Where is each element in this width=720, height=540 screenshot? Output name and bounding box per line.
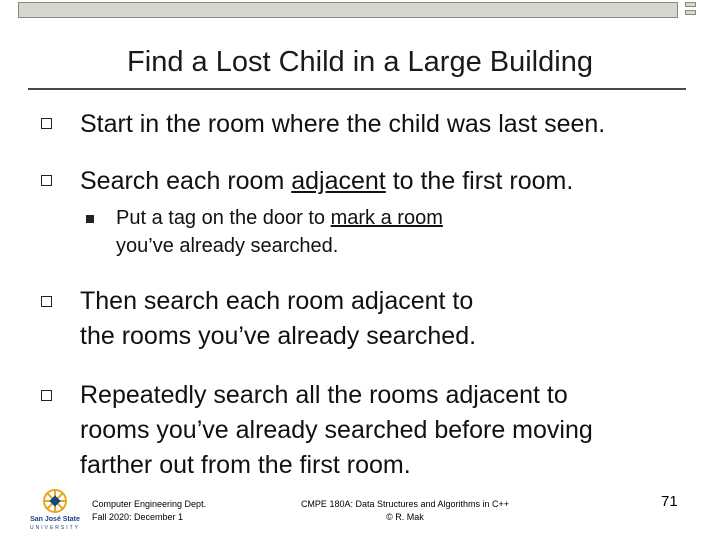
header-bar: [18, 2, 678, 18]
title-underline: [28, 88, 686, 90]
bullet-box-icon: [41, 118, 52, 129]
logo-text: San José State: [30, 516, 80, 523]
bullet-box-icon: [41, 175, 52, 186]
header-corner-squares: [685, 2, 703, 18]
sub-bullet: Put a tag on the door to mark a room you’ve already searched.: [116, 207, 443, 257]
underlined-term: adjacent: [291, 167, 386, 195]
logo-subtext: UNIVERSITY: [30, 525, 81, 531]
footer-department: Computer Engineering Dept. Fall 2020: December 1: [92, 499, 207, 522]
bullet-2: Search each room adjacent to the first room.: [80, 167, 574, 195]
page-number: 71: [661, 493, 678, 510]
bullet-3: Then search each room adjacent to the rooms you’ve already searched.: [80, 287, 477, 350]
bullet-1: Start in the room where the child was last seen.: [80, 110, 606, 138]
sub-bullet-square-icon: [86, 215, 94, 223]
bullet-box-icon: [41, 296, 52, 307]
bullet-box-icon: [41, 390, 52, 401]
bullet-4: Repeatedly search all the rooms adjacent to rooms you’ve already searched before moving farther out from the first room.: [80, 381, 593, 479]
footer-course: CMPE 180A: Data Structures and Algorithms in C++ © R. Mak: [300, 499, 510, 522]
underlined-term: mark a room: [330, 207, 443, 229]
slide-title: Find a Lost Child in a Large Building: [127, 46, 593, 78]
